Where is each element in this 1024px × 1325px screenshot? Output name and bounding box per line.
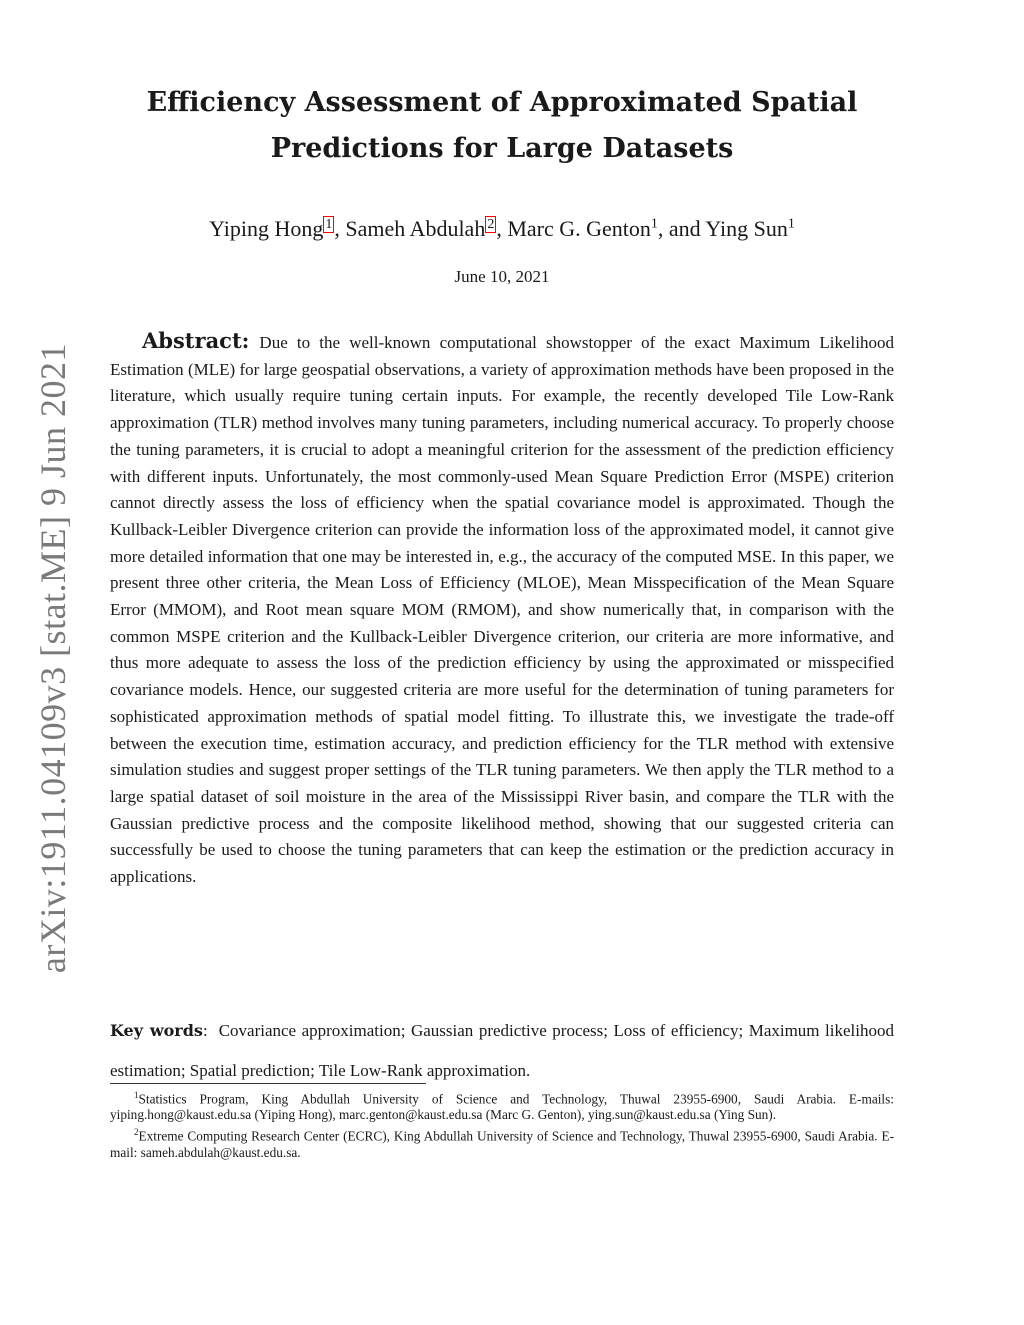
author-separator: , and bbox=[657, 216, 706, 241]
author-separator: , bbox=[496, 216, 508, 241]
author-name: Marc G. Genton bbox=[507, 216, 651, 241]
abstract-text: Due to the well-known computational showstopper of the exact Maximum Likelihood Estimation (MLE) for large geospatial observations, a variety of approximation methods have been proposed in the literature, which usually require tuning certain inputs. For example, the recently developed Tile Low-Rank approximation (TLR) method involves many tuning parameters, including numerical accuracy. To properly choose the tuning parameters, it is crucial to adopt a meaningful criterion for the assessment of the prediction efficiency with different inputs. Unfortunately, the most commonly-used Mean Square Prediction Error (MSPE) criterion cannot directly assess the loss of efficiency when the spatial covariance model is approximated. Though the Kullback-Leibler Divergence criterion can provide the information loss of the approximated model, it cannot give more detailed information that one may be interested in, e.g., the accuracy of the computed MSE. In this paper, we present three other criteria, the Mean Loss of Efficiency (MLOE), Mean Misspecification of the Mean Square Error (MMOM), and Root mean square MOM (RMOM), and show numerically that, in comparison with the common MSPE criterion and the Kullback-Leibler Divergence criterion, our criteria are more informative, and thus more adequate to assess the loss of the prediction efficiency by using the approximated or misspecified covariance models. Hence, our suggested criteria are more useful for the determination of tuning parameters for sophisticated approximation methods of spatial model fitting. To illustrate this, we investigate the trade-off between the execution time, estimation accuracy, and prediction efficiency for the TLR method with extensive simulation studies and suggest proper settings of the TLR tuning parameters. We then apply the TLR method to a large spatial dataset of soil moisture in the area of the Mississippi River basin, and compare the TLR with the Gaussian predictive process and the composite likelihood method, showing that our suggested criteria can successfully be used to choose the tuning parameters that can keep the estimation or the prediction accuracy in applications. bbox=[110, 333, 894, 887]
paper-title bbox=[140, 80, 864, 172]
footnote-rule bbox=[110, 1083, 426, 1084]
footnote-link-1[interactable]: 1 bbox=[325, 216, 333, 232]
affiliation-mark: 1 bbox=[787, 216, 795, 232]
affiliation-mark: 1 bbox=[650, 216, 658, 232]
author-name: Ying Sun bbox=[705, 216, 788, 241]
footnote bbox=[110, 1124, 894, 1160]
keywords-text: Covariance approximation; Gaussian predictive process; Loss of efficiency; Maximum likelihood estimation; Spatial prediction; Tile Low-Rank approximation. bbox=[110, 1021, 894, 1080]
footnote-mark: 1 bbox=[134, 1090, 139, 1100]
author-name: Yiping Hong bbox=[209, 216, 324, 241]
title-line-1: Efficiency Assessment of Approximated Spatial bbox=[146, 87, 858, 118]
publication-date: June 10, 2021 bbox=[454, 267, 550, 286]
footnote bbox=[110, 1087, 894, 1123]
author-list bbox=[120, 216, 884, 242]
arxiv-identifier-stamp[interactable]: arXiv:1911.04109v3 [stat.ME] 9 Jun 2021 bbox=[33, 342, 73, 974]
title-line-2: Predictions for Large Datasets bbox=[270, 133, 734, 164]
author-separator: , bbox=[334, 216, 346, 241]
keywords: Key words: Covariance approximation; Gaussian predictive process; Loss of efficiency; Maximum likelihood estimation; Spatial prediction; Tile Low-Rank approximation. bbox=[110, 1021, 894, 1080]
abstract-label: Abstract: bbox=[142, 328, 250, 353]
footnote-text: Extreme Computing Research Center (ECRC), King Abdullah University of Science and Technology, Thuwal 23955-6900, Saudi Arabia. E-mail: sameh.abdulah@kaust.edu.sa. bbox=[110, 1128, 894, 1160]
footnote-text: Statistics Program, King Abdullah University of Science and Technology, Thuwal 23955-6900, Saudi Arabia. E-mails: yiping.hong@kaust.edu.sa (Yiping Hong), marc.genton@kaust.edu.sa (Marc G. Genton), ying.sun@kaust.edu.sa (Ying Sun). bbox=[110, 1091, 894, 1123]
abstract bbox=[110, 328, 894, 891]
author-name: Sameh Abdulah bbox=[345, 216, 486, 241]
footnote-mark: 2 bbox=[134, 1127, 139, 1138]
footnotes bbox=[110, 1087, 894, 1162]
footnote-link-2[interactable]: 2 bbox=[487, 216, 495, 232]
keywords-label: Key words bbox=[110, 1021, 203, 1040]
